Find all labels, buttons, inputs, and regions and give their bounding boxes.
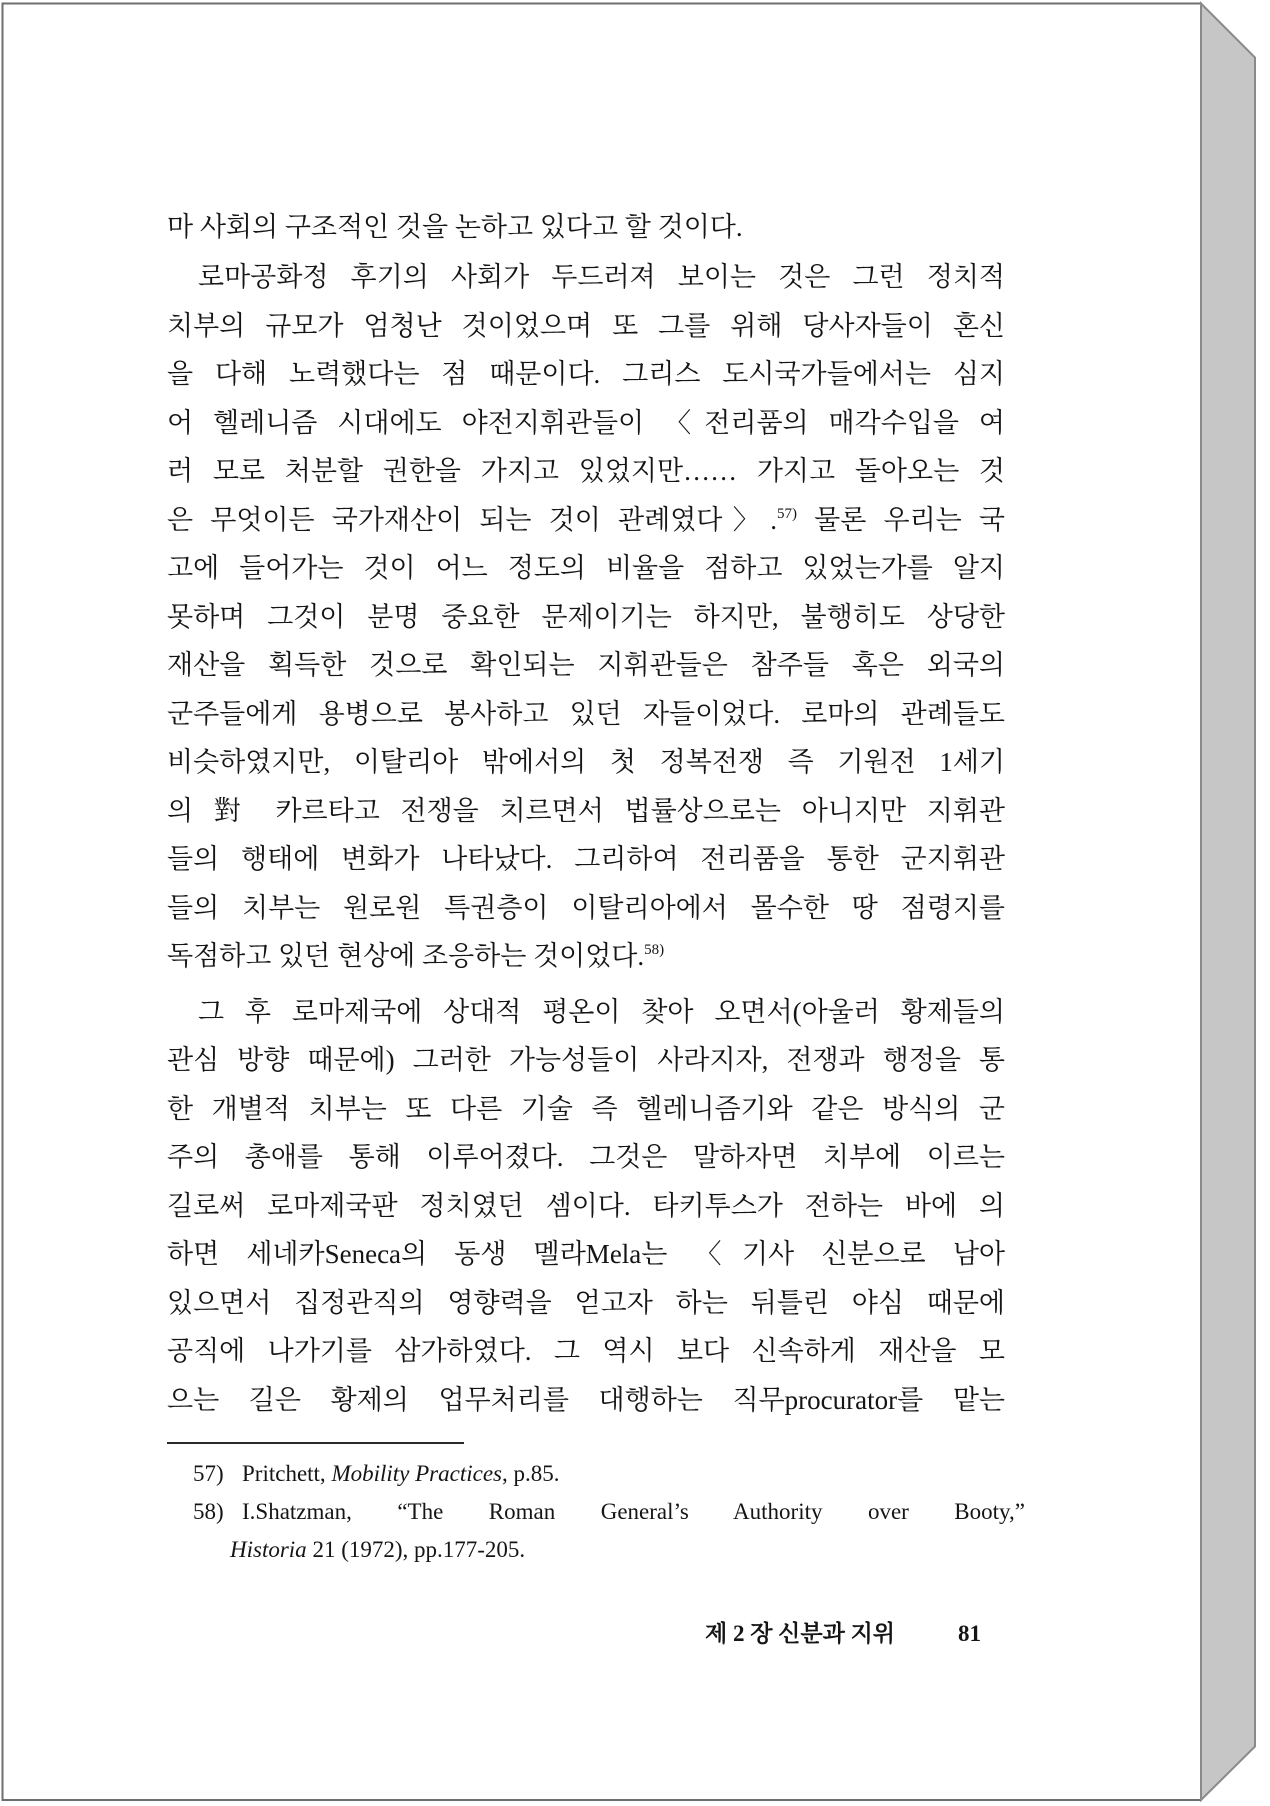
text-line: 있으면서 집정관직의 영향력을 얻고자 하는 뒤틀린 야심 때문에 bbox=[167, 1287, 1005, 1318]
text-line: 못하며 그것이 분명 중요한 문제이기는 하지만, 불행히도 상당한 bbox=[167, 601, 1005, 632]
text-line: 들의 행태에 변화가 나타났다. 그리하여 전리품을 통한 군지휘관 bbox=[167, 844, 1005, 874]
text-line bbox=[167, 496, 1005, 545]
footnote-article-title: “The Roman General’s Authority over Booty,” bbox=[397, 1498, 1025, 1524]
footnote-line bbox=[193, 1531, 1025, 1569]
footnote-journal: Historia bbox=[230, 1536, 307, 1562]
footnote-number: 57) bbox=[193, 1460, 224, 1486]
text-line: 고에 들어가는 것이 어느 정도의 비율을 점하고 있었는가를 알지 bbox=[167, 553, 1005, 583]
page-number: 81 bbox=[958, 1621, 981, 1646]
footnote-ref: 58) bbox=[644, 942, 665, 958]
text-line: 관심 방향 때문에) 그러한 가능성들이 사라지자, 전쟁과 행정을 통 bbox=[167, 1045, 1005, 1075]
text-line: 으는 길은 황제의 업무처리를 대행하는 직무procurator를 맡는 bbox=[167, 1384, 1005, 1415]
footnote-number: 58) bbox=[193, 1498, 224, 1524]
text-line: 러 모로 처분할 권한을 가지고 있었지만…… 가지고 돌아오는 것 bbox=[167, 456, 1005, 486]
text-line bbox=[167, 932, 1005, 981]
footnotes bbox=[193, 1455, 1025, 1569]
footnote-separator bbox=[167, 1442, 464, 1444]
text-line-segment: 독점하고 있던 현상에 조응하는 것이었다. bbox=[167, 941, 645, 971]
footnote-ref: 57) bbox=[776, 505, 797, 522]
text-line: 로마공화정 후기의 사회가 두드러져 보이는 것은 그런 정치적 bbox=[198, 262, 1005, 292]
paragraph bbox=[167, 203, 1005, 252]
text-line: 군주들에게 용병으로 봉사하고 있던 자들이었다. 로마의 관례들도 bbox=[167, 698, 1005, 729]
text-line-segment: 물론 우리는 국 bbox=[796, 504, 1005, 535]
text-line: 들의 치부는 원로원 특권층이 이탈리아에서 몰수한 땅 점령지를 bbox=[167, 892, 1005, 923]
footnote bbox=[193, 1455, 1025, 1493]
text-line: 길로써 로마제국판 정치였던 셈이다. 타키투스가 전하는 바에 의 bbox=[167, 1190, 1005, 1221]
text-line: 치부의 규모가 엄청난 것이었으며 또 그를 위해 당사자들이 혼신 bbox=[167, 310, 1005, 341]
text-line: 의 對 카르타고 전쟁을 치르면서 법률상으로는 아니지만 지휘관 bbox=[167, 795, 1005, 826]
footnote bbox=[193, 1493, 1025, 1569]
paragraph bbox=[167, 253, 1005, 981]
chapter-title: 제 2 장 신분과 지위 bbox=[705, 1621, 896, 1646]
text-line: 어 헬레니즘 시대에도 야전지휘관들이 〈전리품의 매각수입을 여 bbox=[167, 407, 1005, 438]
footnote-citation: , p.85. bbox=[501, 1460, 560, 1486]
footnote-work-title: Mobility Practices bbox=[331, 1460, 502, 1486]
text-line: 그 후 로마제국에 상대적 평온이 찾아 오면서(아울러 황제들의 bbox=[198, 996, 1005, 1027]
body-text bbox=[167, 203, 1005, 1425]
text-line: 재산을 획득한 것으로 확인되는 지휘관들은 참주들 혹은 외국의 bbox=[167, 650, 1005, 680]
text-line: 공직에 나가기를 삼가하였다. 그 역시 보다 신속하게 재산을 모 bbox=[167, 1336, 1005, 1366]
text-line: 하면 세네카Seneca의 동생 멜라Mela는 〈기사 신분으로 남아 bbox=[167, 1239, 1005, 1269]
text-line: 한 개별적 치부는 또 다른 기술 즉 헬레니즘기와 같은 방식의 군 bbox=[167, 1093, 1005, 1124]
running-footer bbox=[705, 1617, 981, 1651]
footnote-author: I.Shatzman, bbox=[242, 1498, 352, 1524]
footnote-line bbox=[193, 1493, 1025, 1531]
footnote-citation: 21 (1972), pp.177-205. bbox=[312, 1536, 526, 1562]
text-line: 을 다해 노력했다는 점 때문이다. 그리스 도시국가들에서는 심지 bbox=[167, 359, 1005, 389]
text-line: 비슷하였지만, 이탈리아 밖에서의 첫 정복전쟁 즉 기원전 1세기 bbox=[167, 747, 1005, 777]
footnote-author: Pritchett, bbox=[242, 1460, 326, 1486]
text-line: 주의 총애를 통해 이루어졌다. 그것은 말하자면 치부에 이르는 bbox=[167, 1142, 1005, 1172]
book-edge bbox=[1201, 4, 1255, 1801]
paragraph bbox=[167, 988, 1005, 1425]
text-line-segment: 은 무엇이든 국가재산이 되는 것이 관례였다〉. bbox=[167, 504, 777, 535]
text-line: 마 사회의 구조적인 것을 논하고 있다고 할 것이다. bbox=[167, 211, 743, 242]
